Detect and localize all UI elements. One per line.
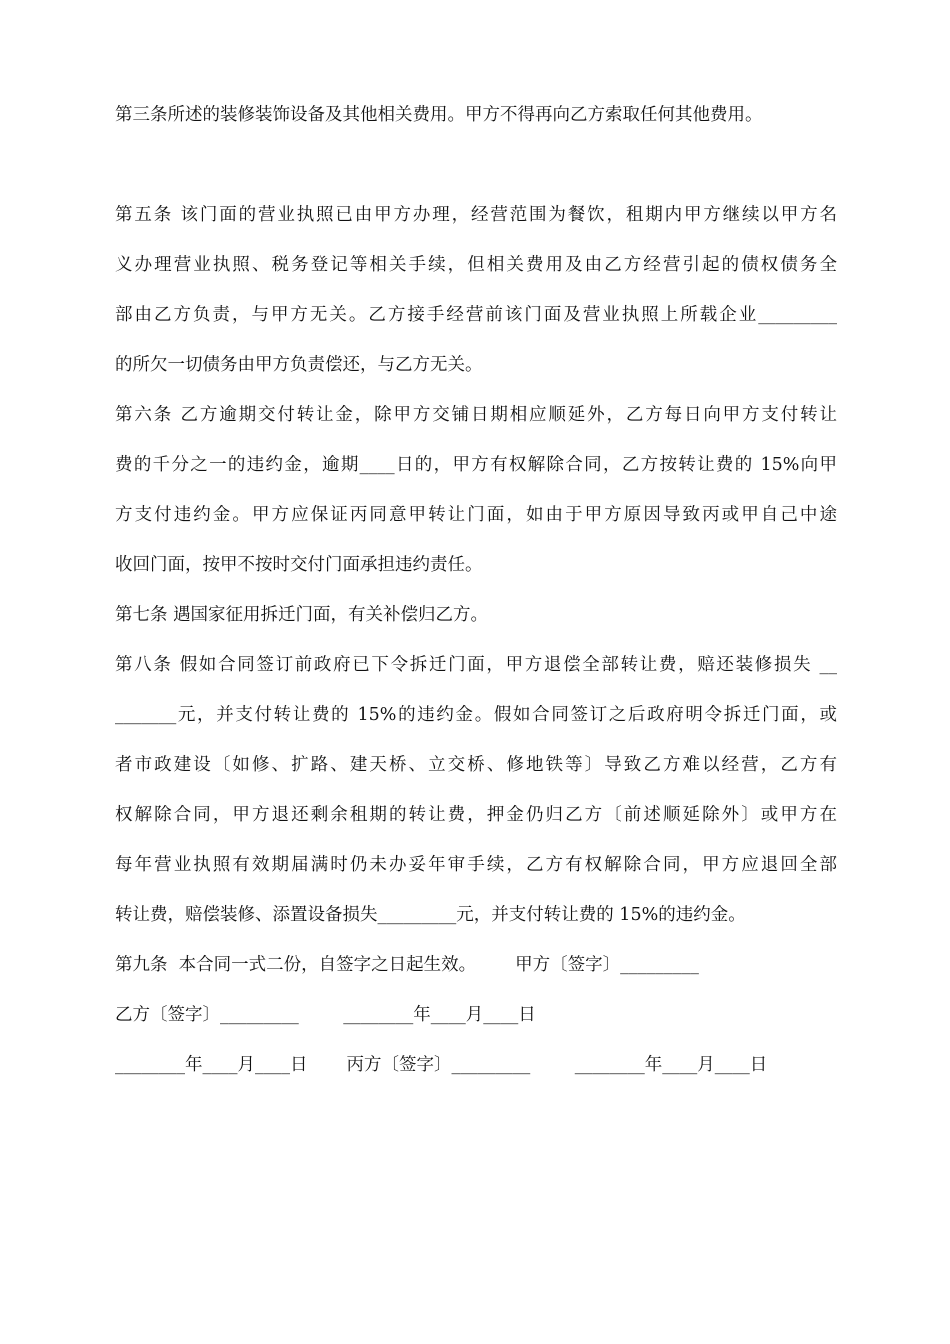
article-5-line-4: 的所欠一切债务由甲方负责偿还，与乙方无关。 xyxy=(115,355,483,375)
signature-line-1: 乙方〔签字〕_________ ________年____月____日 xyxy=(115,1005,536,1025)
article-8-line-4: 权解除合同，甲方退还剩余租期的转让费，押金仍归乙方〔前述顺延除外〕或甲方在 xyxy=(115,805,837,825)
article-9-line: 第九条 本合同一式二份，自签字之日起生效。 甲方〔签字〕_________ xyxy=(115,955,699,975)
article-6-line-1: 第六条 乙方逾期交付转让金，除甲方交铺日期相应顺延外，乙方每日向甲方支付转让 xyxy=(115,405,837,425)
signature-line-2: ________年____月____日 丙方〔签字〕_________ ________年____月____日 xyxy=(115,1055,768,1075)
article-6-line-3: 方支付违约金。甲方应保证丙同意甲转让门面，如由于甲方原因导致丙或甲自己中途 xyxy=(115,505,837,525)
article-7-line: 第七条 遇国家征用拆迁门面，有关补偿归乙方。 xyxy=(115,605,489,625)
article-8-line-2: _______元，并支付转让费的 15%的违约金。假如合同签订之后政府明令拆迁门面，或 xyxy=(115,705,837,725)
article-8-line-6: 转让费，赔偿装修、添置设备损失_________元，并支付转让费的 15%的违约金。 xyxy=(115,905,746,925)
article-6-line-2: 费的千分之一的违约金，逾期____日的，甲方有权解除合同，乙方按转让费的 15%向甲 xyxy=(115,455,837,475)
article-5-line-2: 义办理营业执照、税务登记等相关手续，但相关费用及由乙方经营引起的债权债务全 xyxy=(115,255,837,275)
article-5-line-3: 部由乙方负责，与甲方无关。乙方接手经营前该门面及营业执照上所载企业_________ xyxy=(115,305,837,325)
article-8-line-5: 每年营业执照有效期届满时仍未办妥年审手续，乙方有权解除合同，甲方应退回全部 xyxy=(115,855,837,875)
article-8-line-3: 者市政建设〔如修、扩路、建天桥、立交桥、修地铁等〕导致乙方难以经营，乙方有 xyxy=(115,755,837,775)
article-8-line-1: 第八条 假如合同签订前政府已下令拆迁门面，甲方退偿全部转让费，赔还装修损失 __ xyxy=(115,655,837,675)
article-3-tail-line: 第三条所述的装修装饰设备及其他相关费用。甲方不得再向乙方索取任何其他费用。 xyxy=(115,105,763,125)
article-6-line-4: 收回门面，按甲不按时交付门面承担违约责任。 xyxy=(115,555,483,575)
article-5-line-1: 第五条 该门面的营业执照已由甲方办理，经营范围为餐饮，租期内甲方继续以甲方名 xyxy=(115,205,837,225)
